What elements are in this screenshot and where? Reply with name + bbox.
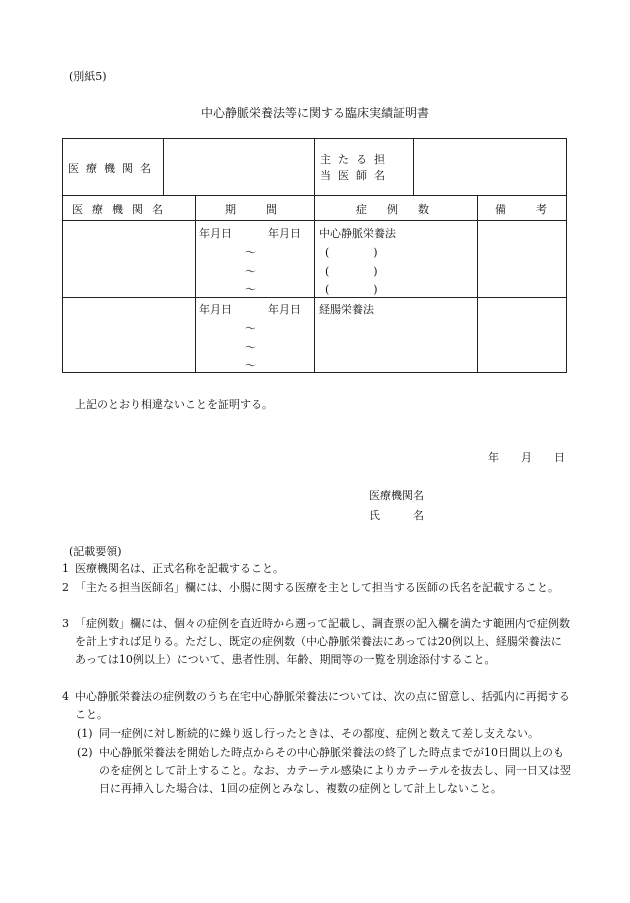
note-text: 「症例数」欄には、個々の症例を直近時から遡って記載し、調査票の記入欄を満たす範囲内で症例数を計上すれば足りる。ただし、既定の症例数（中心静脈栄養法にあっては20例以上、経腸栄養法にあっては10例以上）について、患者性別、年齢、期間等の一覧を別途添付すること。 <box>75 617 570 666</box>
note-item <box>62 560 572 578</box>
signature-name-label: 氏 名 <box>369 509 424 522</box>
table-border-bottom <box>62 372 567 373</box>
note-text: 医療機関名は、正式名称を記載すること。 <box>75 562 284 575</box>
date-year: 年 <box>488 451 499 464</box>
table-border-right <box>566 138 567 372</box>
note-item <box>62 579 572 597</box>
table-line <box>195 195 196 372</box>
note-item <box>62 688 572 724</box>
subitem-number: (1) <box>77 727 93 740</box>
date-day: 日 <box>554 451 565 464</box>
row2-tilde: ～ <box>245 359 256 372</box>
note-number: 1 <box>62 562 69 575</box>
note-subitem <box>77 744 572 798</box>
header-remarks: 備考 <box>495 203 577 216</box>
table-line <box>413 138 414 195</box>
row2-tilde: ～ <box>245 341 256 354</box>
header-cases: 症例数 <box>356 203 449 216</box>
row1-tilde: ～ <box>245 246 256 259</box>
document-title: 中心静脈栄養法等に関する臨床実績証明書 <box>200 106 429 120</box>
subitem-text: 同一症例に対し断続的に繰り返し行ったときは、その都度、症例と数えて差し支えない。 <box>99 727 539 740</box>
table-line <box>314 138 315 195</box>
doctor-label-line1: 主たる担 <box>320 153 392 166</box>
attachment-label: (別紙5) <box>69 70 107 83</box>
doctor-label-line2: 当医師名 <box>320 169 392 182</box>
signature-institution-label: 医療機関名 <box>369 489 424 502</box>
row1-paren: ( ) <box>325 283 378 296</box>
institution-name-label: 医療機関名 <box>68 162 158 175</box>
table-line <box>163 138 164 195</box>
date-line <box>488 449 565 465</box>
note-subitem <box>77 725 572 743</box>
row1-paren: ( ) <box>325 246 378 259</box>
note-number: 3 <box>62 617 69 630</box>
row1-case-title: 中心静脈栄養法 <box>319 227 396 240</box>
doctor-name-field[interactable] <box>415 140 565 194</box>
note-number: 4 <box>62 690 69 703</box>
table-border-left <box>62 138 63 372</box>
row2-date-to: 年月日 <box>268 303 301 316</box>
subitem-text: 中心静脈栄養法を開始した時点からその中心静脈栄養法の終了した時点までが10日間以上のものを症例として計上すること。なお、カテーテル感染によりカテーテルを抜去し、同一日又は翌日に再挿入した場合は、1回の症例とみなし、複数の症例として計上しないこと。 <box>99 746 571 795</box>
header-period: 期間 <box>225 203 307 216</box>
row1-tilde: ～ <box>245 283 256 296</box>
row1-date-from: 年月日 <box>199 227 232 240</box>
note-text: 中心静脈栄養法の症例数のうち在宅中心静脈栄養法については、次の点に留意し、括弧内に再掲すること。 <box>75 690 570 721</box>
table-line <box>477 195 478 372</box>
row1-paren: ( ) <box>325 265 378 278</box>
note-text: 「主たる担当医師名」欄には、小腸に関する医療を主として担当する医師の氏名を記載すること。 <box>75 581 559 594</box>
row2-date-from: 年月日 <box>199 303 232 316</box>
note-item <box>62 615 572 669</box>
date-month: 月 <box>521 451 532 464</box>
institution-name-field[interactable] <box>165 140 313 194</box>
row1-tilde: ～ <box>245 265 256 278</box>
note-number: 2 <box>62 581 69 594</box>
notes-heading: (記載要領) <box>69 545 122 558</box>
row2-case-title: 経腸栄養法 <box>319 303 374 316</box>
header-institution: 医療機関名 <box>72 203 172 216</box>
row1-date-to: 年月日 <box>268 227 301 240</box>
certification-statement: 上記のとおり相違ないことを証明する。 <box>75 398 273 411</box>
row2-tilde: ～ <box>245 322 256 335</box>
table-line <box>314 195 315 372</box>
subitem-number: (2) <box>77 746 93 759</box>
